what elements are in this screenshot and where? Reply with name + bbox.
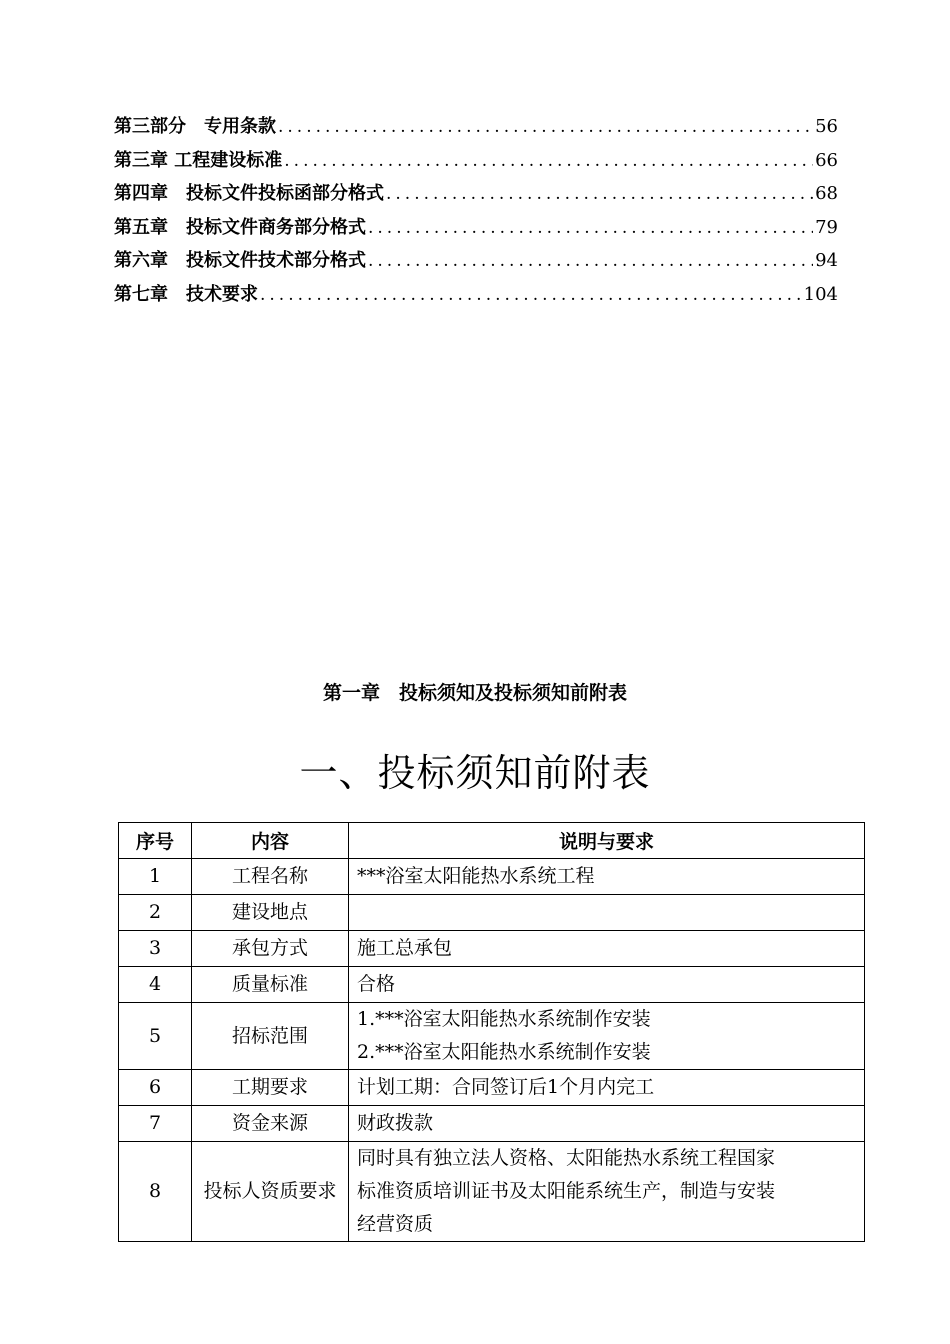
row-description	[349, 895, 865, 931]
column-header-item: 内容	[192, 823, 349, 859]
section-title: 一、投标须知前附表	[299, 751, 651, 795]
row-item: 招标范围	[192, 1003, 349, 1070]
description-line: ***浴室太阳能热水系统工程	[357, 865, 595, 887]
row-number: 6	[119, 1070, 192, 1106]
toc-entry-label: 第六章 投标文件技术部分格式	[114, 250, 366, 272]
toc-entry-label: 第五章 投标文件商务部分格式	[114, 216, 366, 238]
row-number: 1	[119, 859, 192, 895]
description-line: 标准资质培训证书及太阳能系统生产，制造与安装	[357, 1180, 776, 1202]
description-line: 计划工期：合同签订后1个月内完工	[357, 1076, 655, 1098]
toc-leader-dots	[260, 279, 802, 313]
column-header-description: 说明与要求	[349, 823, 865, 859]
toc-entry[interactable]	[114, 278, 838, 312]
toc-entry[interactable]	[114, 177, 838, 211]
bidding-info-table	[118, 822, 865, 1242]
row-description	[349, 967, 865, 1003]
toc-entry-label: 第四章 投标文件投标函部分格式	[114, 183, 384, 205]
row-item: 工程名称	[192, 859, 349, 895]
row-description	[349, 1142, 865, 1242]
table-row	[119, 967, 865, 1003]
description-line: 经营资质	[357, 1213, 434, 1235]
row-item: 资金来源	[192, 1106, 349, 1142]
row-number: 8	[119, 1142, 192, 1242]
row-item: 投标人资质要求	[192, 1142, 349, 1242]
column-header-no: 序号	[119, 823, 192, 859]
description-line: 财政拨款	[357, 1112, 434, 1134]
row-description	[349, 1003, 865, 1070]
row-item: 质量标准	[192, 967, 349, 1003]
row-number: 7	[119, 1106, 192, 1142]
table-of-contents	[114, 110, 838, 312]
row-description	[349, 1070, 865, 1106]
toc-leader-dots	[386, 178, 813, 212]
toc-leader-dots	[284, 145, 813, 179]
table-row	[119, 1070, 865, 1106]
description-line: 同时具有独立法人资格、太阳能热水系统工程国家	[357, 1147, 776, 1169]
row-item: 工期要求	[192, 1070, 349, 1106]
table-header-row	[119, 823, 865, 859]
table-row	[119, 1142, 865, 1242]
toc-entry-page: 104	[803, 283, 838, 305]
description-line: 合格	[357, 973, 396, 995]
table-row	[119, 859, 865, 895]
table-row	[119, 1106, 865, 1142]
row-description	[349, 859, 865, 895]
toc-leader-dots	[368, 245, 813, 279]
toc-entry[interactable]	[114, 110, 838, 144]
table-row	[119, 1003, 865, 1070]
toc-leader-dots	[368, 212, 813, 246]
toc-entry-page: 94	[815, 250, 838, 272]
toc-entry[interactable]	[114, 211, 838, 245]
description-line: 2.***浴室太阳能热水系统制作安装	[357, 1041, 651, 1063]
toc-entry-label: 第三部分 专用条款	[114, 116, 276, 137]
toc-entry-page: 66	[815, 149, 838, 171]
table-row	[119, 895, 865, 931]
toc-leader-dots	[278, 111, 813, 145]
row-item: 建设地点	[192, 895, 349, 931]
row-number: 2	[119, 895, 192, 931]
table-row	[119, 931, 865, 967]
toc-entry-page: 79	[815, 216, 838, 238]
toc-entry[interactable]	[114, 144, 838, 178]
row-description	[349, 931, 865, 967]
row-number: 3	[119, 931, 192, 967]
description-line: 施工总承包	[357, 937, 453, 959]
row-item: 承包方式	[192, 931, 349, 967]
chapter-title: 第一章 投标须知及投标须知前附表	[322, 682, 627, 704]
description-line: 1.***浴室太阳能热水系统制作安装	[357, 1008, 651, 1030]
toc-entry-page: 56	[815, 116, 838, 137]
row-number: 4	[119, 967, 192, 1003]
toc-entry-label: 第三章 工程建设标准	[114, 149, 283, 171]
row-number: 5	[119, 1003, 192, 1070]
row-description	[349, 1106, 865, 1142]
toc-entry[interactable]	[114, 244, 838, 278]
toc-entry-page: 68	[815, 183, 838, 205]
toc-entry-label: 第七章 技术要求	[114, 283, 258, 305]
